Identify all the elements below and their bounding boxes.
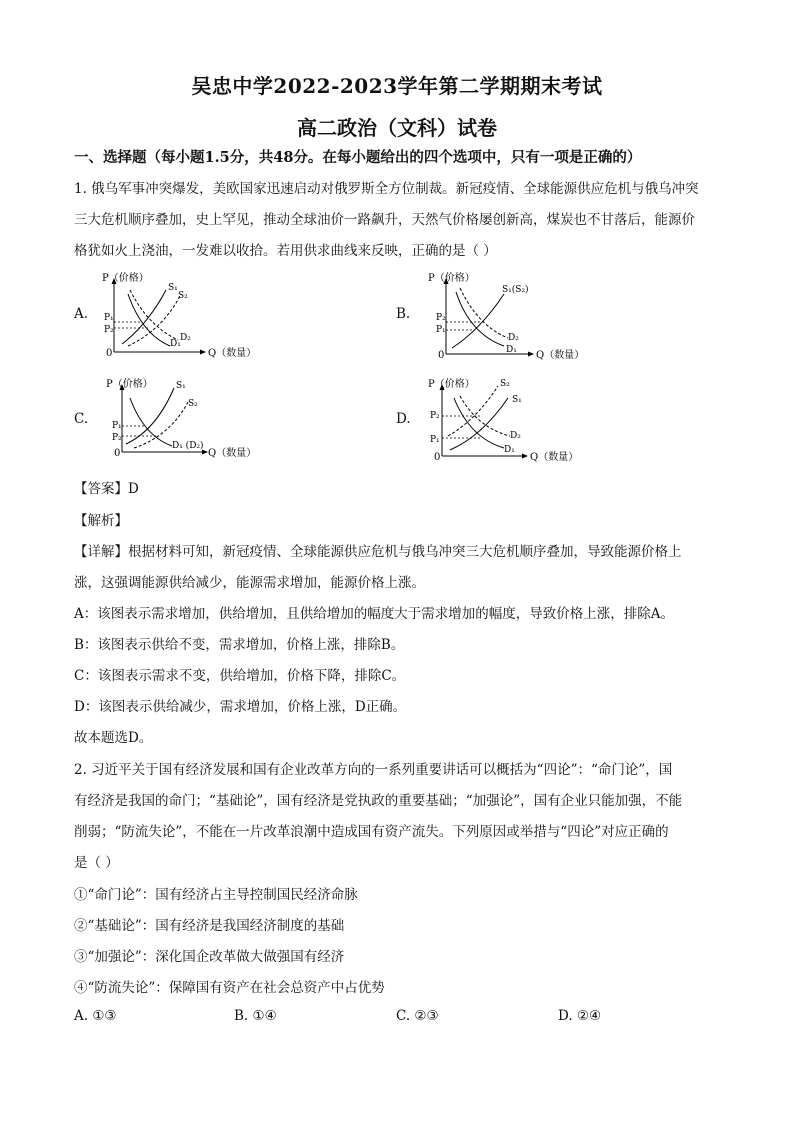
price-p2-label: P₂ bbox=[430, 411, 440, 421]
q1-analysis-heading: 【解析】 bbox=[74, 513, 128, 529]
price-p2-label: P₂ bbox=[104, 325, 114, 335]
price-p1-label: P₁ bbox=[430, 435, 440, 445]
demand-curve-d1 bbox=[128, 294, 170, 346]
s2-label: S₂ bbox=[188, 399, 198, 409]
d2-label: D₂ bbox=[508, 333, 519, 343]
q2-item-1: ①“命门论”：国有经济占主导控制国民经济命脉 bbox=[74, 887, 358, 903]
s2-label: S₂ bbox=[178, 291, 188, 301]
supply-curve-s1 bbox=[450, 398, 508, 450]
d2-label: D₂ bbox=[180, 333, 191, 343]
s-label: S₁(S₂) bbox=[502, 285, 529, 295]
q2-item-3: ③“加强论”：深化国企改革做大做强国有经济 bbox=[74, 949, 345, 965]
q2-item-4: ④“防流失论”：保障国有资产在社会总资产中占优势 bbox=[74, 980, 385, 996]
demand-curve-d2 bbox=[460, 288, 508, 338]
axis-p-label: P（价格） bbox=[428, 379, 475, 390]
q1-detail-line-7: 故本题选D。 bbox=[74, 730, 153, 746]
q1-detail-line-5: C：该图表示需求不变，供给增加，价格下降，排除C。 bbox=[74, 668, 406, 684]
price-p1-label: P₁ bbox=[104, 313, 114, 323]
q2-choice-d: D. ②④ bbox=[558, 1008, 602, 1024]
d-label: D₁ (D₂) bbox=[172, 441, 204, 451]
d1-label: D₁ bbox=[170, 339, 181, 349]
exam-subtitle: 高二政治（文科）试卷 bbox=[297, 116, 497, 140]
q1-detail-line-1: 【详解】根据材料可知，新冠疫情、全球能源供应危机与俄乌冲突三大危机顺序叠加，导致能源价格上 bbox=[74, 544, 682, 560]
s1-label: S₁ bbox=[168, 283, 178, 293]
q1-option-d-graph bbox=[420, 374, 595, 466]
supply-curve-s1 bbox=[122, 290, 166, 344]
q1-answer: 【答案】D bbox=[74, 481, 139, 497]
origin-label: 0 bbox=[434, 452, 441, 463]
axis-q-label: Q（数量） bbox=[530, 452, 579, 463]
q1-option-b-label: B. bbox=[396, 306, 411, 322]
d1-label: D₁ bbox=[504, 445, 515, 455]
exam-title: 吴忠中学2022-2023学年第二学期期末考试 bbox=[191, 74, 603, 98]
q1-detail-line-4: B：该图表示供给不变，需求增加，价格上涨，排除B。 bbox=[74, 637, 405, 653]
price-p1-label: P₁ bbox=[112, 421, 122, 431]
q1-option-b-graph bbox=[420, 268, 600, 362]
q1-stem-line-1: 1. 俄乌军事冲突爆发，美欧国家迅速启动对俄罗斯全方位制裁。新冠疫情、全球能源供应危机与俄乌冲突 bbox=[74, 181, 699, 197]
price-p1-label: P₁ bbox=[436, 325, 446, 335]
q1-option-a-graph bbox=[96, 268, 271, 360]
q2-stem-line-4: 是（ ） bbox=[74, 855, 119, 871]
q1-option-c-graph bbox=[100, 374, 265, 462]
q1-detail-line-2: 涨，这强调能源供给减少，能源需求增加，能源价格上涨。 bbox=[74, 575, 425, 591]
q2-stem-line-3: 削弱；“防流失论”，不能在一片改革浪潮中造成国有资产流失。下列原因或举措与“四论”对应正确的 bbox=[74, 824, 669, 840]
s2-label: S₂ bbox=[500, 379, 510, 389]
s1-label: S₁ bbox=[512, 395, 522, 405]
origin-label: 0 bbox=[438, 350, 445, 361]
q1-detail-line-6: D：该图表示供给减少，需求增加，价格上涨，D正确。 bbox=[74, 699, 407, 715]
price-p2-label: P₂ bbox=[112, 433, 122, 443]
q1-stem-line-2: 三大危机顺序叠加，史上罕见，推动全球油价一路飙升，天然气价格屡创新高，煤炭也不甘落后，能源价 bbox=[74, 212, 695, 228]
q1-stem-line-3: 格犹如火上浇油，一发难以收拾。若用供求曲线来反映，正确的是（ ） bbox=[74, 243, 497, 259]
axis-p-label: P（价格） bbox=[102, 273, 149, 284]
demand-curve-d1 bbox=[454, 398, 504, 448]
axis-p-label: P（价格） bbox=[428, 273, 475, 284]
origin-label: 0 bbox=[114, 448, 121, 459]
section-heading: 一、选择题（每小题1.5分，共48分。在每小题给出的四个选项中，只有一项是正确的） bbox=[74, 149, 642, 166]
q2-stem-line-1: 2. 习近平关于国有经济发展和国有企业改革方向的一系列重要讲话可以概括为“四论”：“命门论”，国 bbox=[74, 762, 673, 778]
d2-label: D₂ bbox=[510, 431, 521, 441]
axis-q-label: Q（数量） bbox=[208, 448, 257, 459]
d1-label: D₁ bbox=[506, 345, 517, 355]
axis-p-label: P（价格） bbox=[106, 379, 153, 390]
origin-label: 0 bbox=[106, 348, 113, 359]
q2-choice-b: B. ①④ bbox=[234, 1008, 277, 1024]
axis-q-label: Q（数量） bbox=[208, 348, 257, 359]
q2-choice-c: C. ②③ bbox=[396, 1008, 439, 1024]
q1-option-a-label: A. bbox=[74, 306, 89, 322]
q1-option-d-label: D. bbox=[396, 411, 411, 427]
s1-label: S₁ bbox=[176, 381, 186, 391]
q1-option-c-label: C. bbox=[74, 411, 89, 427]
price-p2-label: P₂ bbox=[436, 313, 446, 323]
q2-choice-a: A. ①③ bbox=[74, 1008, 117, 1024]
q1-detail-line-3: A：该图表示需求增加，供给增加，且供给增加的幅度大于需求增加的幅度，导致价格上涨，排除A。 bbox=[74, 606, 674, 622]
axis-q-label: Q（数量） bbox=[536, 350, 585, 361]
q2-item-2: ②“基础论”：国有经济是我国经济制度的基础 bbox=[74, 918, 345, 934]
q2-stem-line-2: 有经济是我国的命门；“基础论”，国有经济是党执政的重要基础；“加强论”，国有企业只能加强，不能 bbox=[74, 793, 683, 809]
